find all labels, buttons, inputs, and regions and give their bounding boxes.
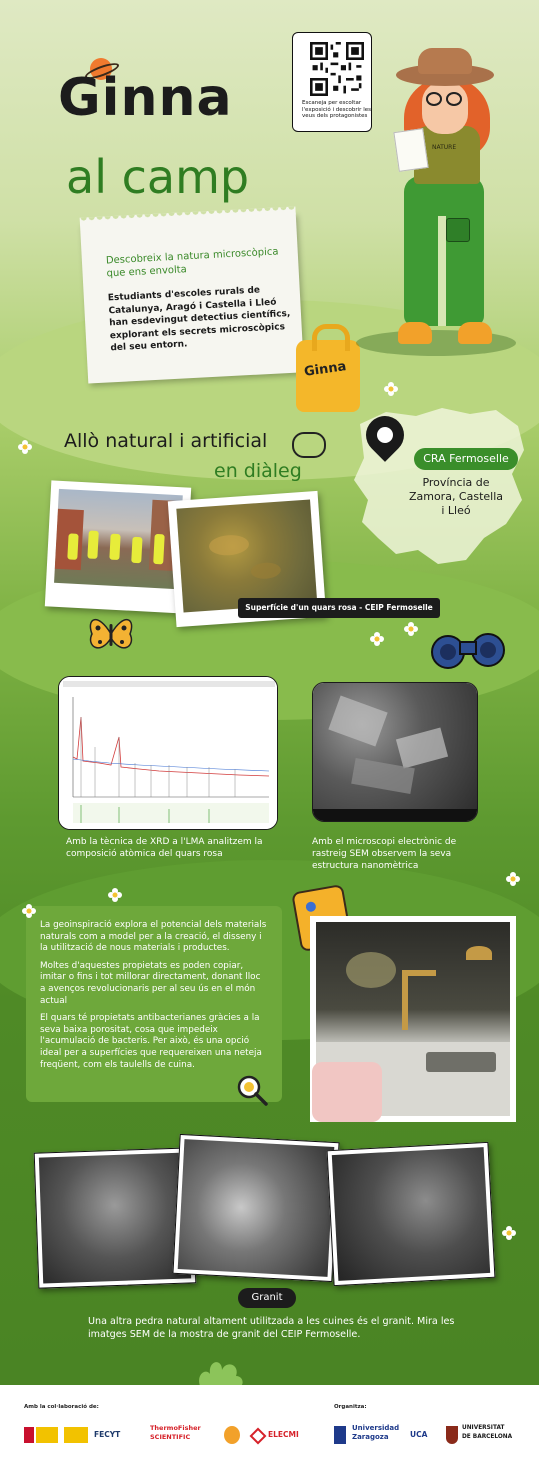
- hat-top: [418, 48, 472, 74]
- daisy-icon: [384, 382, 398, 396]
- location-badge: CRA Fermoselle: [414, 448, 518, 470]
- daisy-icon: [108, 888, 122, 902]
- ministry-logo: [64, 1424, 90, 1446]
- ub-shield-icon: [446, 1424, 460, 1446]
- xrd-chart-card: [58, 676, 278, 830]
- photo-caption: Superfície d'un quars rosa - CEIP Fermoselle: [238, 598, 440, 618]
- geo-paragraph-1: La geoinspiració explora el potencial dels materials naturals com a model per a la creació, el disseny i la utilització de nous materials i productes.: [40, 920, 267, 954]
- butterfly-icon: [86, 612, 136, 656]
- girl-pants: [404, 176, 484, 326]
- binoculars-icon: [430, 624, 508, 670]
- elecmi-mark-icon: [252, 1424, 266, 1446]
- daisy-icon: [404, 622, 418, 636]
- shoe-right: [458, 322, 492, 344]
- collab-label: Amb la col·laboració de:: [24, 1404, 99, 1410]
- magnifier-icon: [236, 1074, 268, 1106]
- shoe-left: [398, 322, 432, 344]
- partner-logo: [224, 1424, 242, 1446]
- section-heading-dialeg: en diàleg: [214, 460, 302, 482]
- thermofisher-logo: ThermoFisher SCIENTIFIC: [150, 1424, 201, 1441]
- sem-image-card: [312, 682, 478, 822]
- fecyt-logo: FECYT: [94, 1430, 121, 1439]
- gobierno-espana-logo: [24, 1424, 60, 1446]
- granite-sem-3: [327, 1142, 496, 1286]
- kitchen-photo: [310, 916, 516, 1122]
- unizar-mark-icon: [334, 1424, 348, 1446]
- girl-face: [422, 82, 468, 134]
- uca-logo: UCA: [410, 1430, 428, 1439]
- speech-bubble-icon: [292, 432, 326, 458]
- xrd-diffractogram: [59, 677, 278, 830]
- daisy-icon: [18, 440, 32, 454]
- qr-code-icon[interactable]: [310, 42, 364, 96]
- granite-sem-2: [172, 1134, 339, 1282]
- geo-paragraph-3: El quars té propietats antibacterianes gràcies a la seva baixa porositat, cosa que impedeix l'acumulació de bacteris. Per això, és una opció ideal per a superfícies que requereixen una neteja freqüent, com els taulells de cuina.: [40, 1013, 262, 1070]
- intro-body: Estudiants d'escoles rurals de Catalunya, Aragó i Castella i Lleó han esdevingut detectius científics, explorant els secrets microscòpics del seu entorn.: [107, 285, 291, 354]
- bush-icon: [196, 1354, 244, 1385]
- title-al-camp: al camp: [66, 150, 250, 204]
- daisy-icon: [506, 872, 520, 886]
- sem-image: [313, 683, 477, 821]
- granite-text: Una altra pedra natural altament utilitzada a les cuines és el granit. Mira les imatges SEM de la mostra de granit del CEIP Fermoselle.: [88, 1316, 455, 1340]
- daisy-icon: [370, 632, 384, 646]
- unizar-logo: Universidad Zaragoza: [352, 1424, 400, 1441]
- kitchen-image: [316, 922, 510, 1116]
- intro-heading: Descobreix la natura microscòpica que ens envolta: [105, 246, 279, 280]
- backpack-icon: [296, 340, 360, 412]
- title-ginna: Ginna: [58, 68, 233, 128]
- granite-badge: Granit: [238, 1288, 296, 1308]
- shirt-label: NATURE: [432, 144, 457, 151]
- organizer-label: Organitza:: [334, 1404, 367, 1410]
- elecmi-logo: ELECMI: [268, 1430, 299, 1439]
- daisy-icon: [502, 1226, 516, 1240]
- sem-caption: Amb el microscopi electrònic de rastreig SEM observem la seva estructura nanomètrica: [312, 837, 457, 871]
- bag-label: Ginna: [303, 359, 348, 380]
- intro-note: [80, 212, 304, 383]
- geoinspiration-box: [26, 906, 282, 1102]
- xrd-caption: Amb la tècnica de XRD a l'LMA analitzem la composició atòmica del quars rosa: [66, 837, 263, 859]
- girl-shadow: [356, 330, 516, 356]
- quartz-photo: [176, 499, 317, 612]
- ub-logo: UNIVERSITAT DE BARCELONA: [462, 1425, 513, 1440]
- girl-pocket: [446, 218, 470, 242]
- qr-caption: Escaneja per escoltar l'exposició i descobrir les veus dels protagonistes: [302, 100, 371, 119]
- glasses-icon: [424, 92, 466, 106]
- geo-paragraph-2: Moltes d'aquestes propietats es poden copiar, imitar o fins i tot millorar directament, donant lloc a avenços revolucionaris per al seu ús en el món actual: [40, 960, 261, 1006]
- students-photo: [54, 489, 183, 589]
- location-text: Província de Zamora, Castella i Lleó: [408, 476, 504, 517]
- section-heading-natural: Allò natural i artificial: [64, 430, 268, 452]
- daisy-icon: [22, 904, 36, 918]
- clipboard-icon: [393, 128, 428, 172]
